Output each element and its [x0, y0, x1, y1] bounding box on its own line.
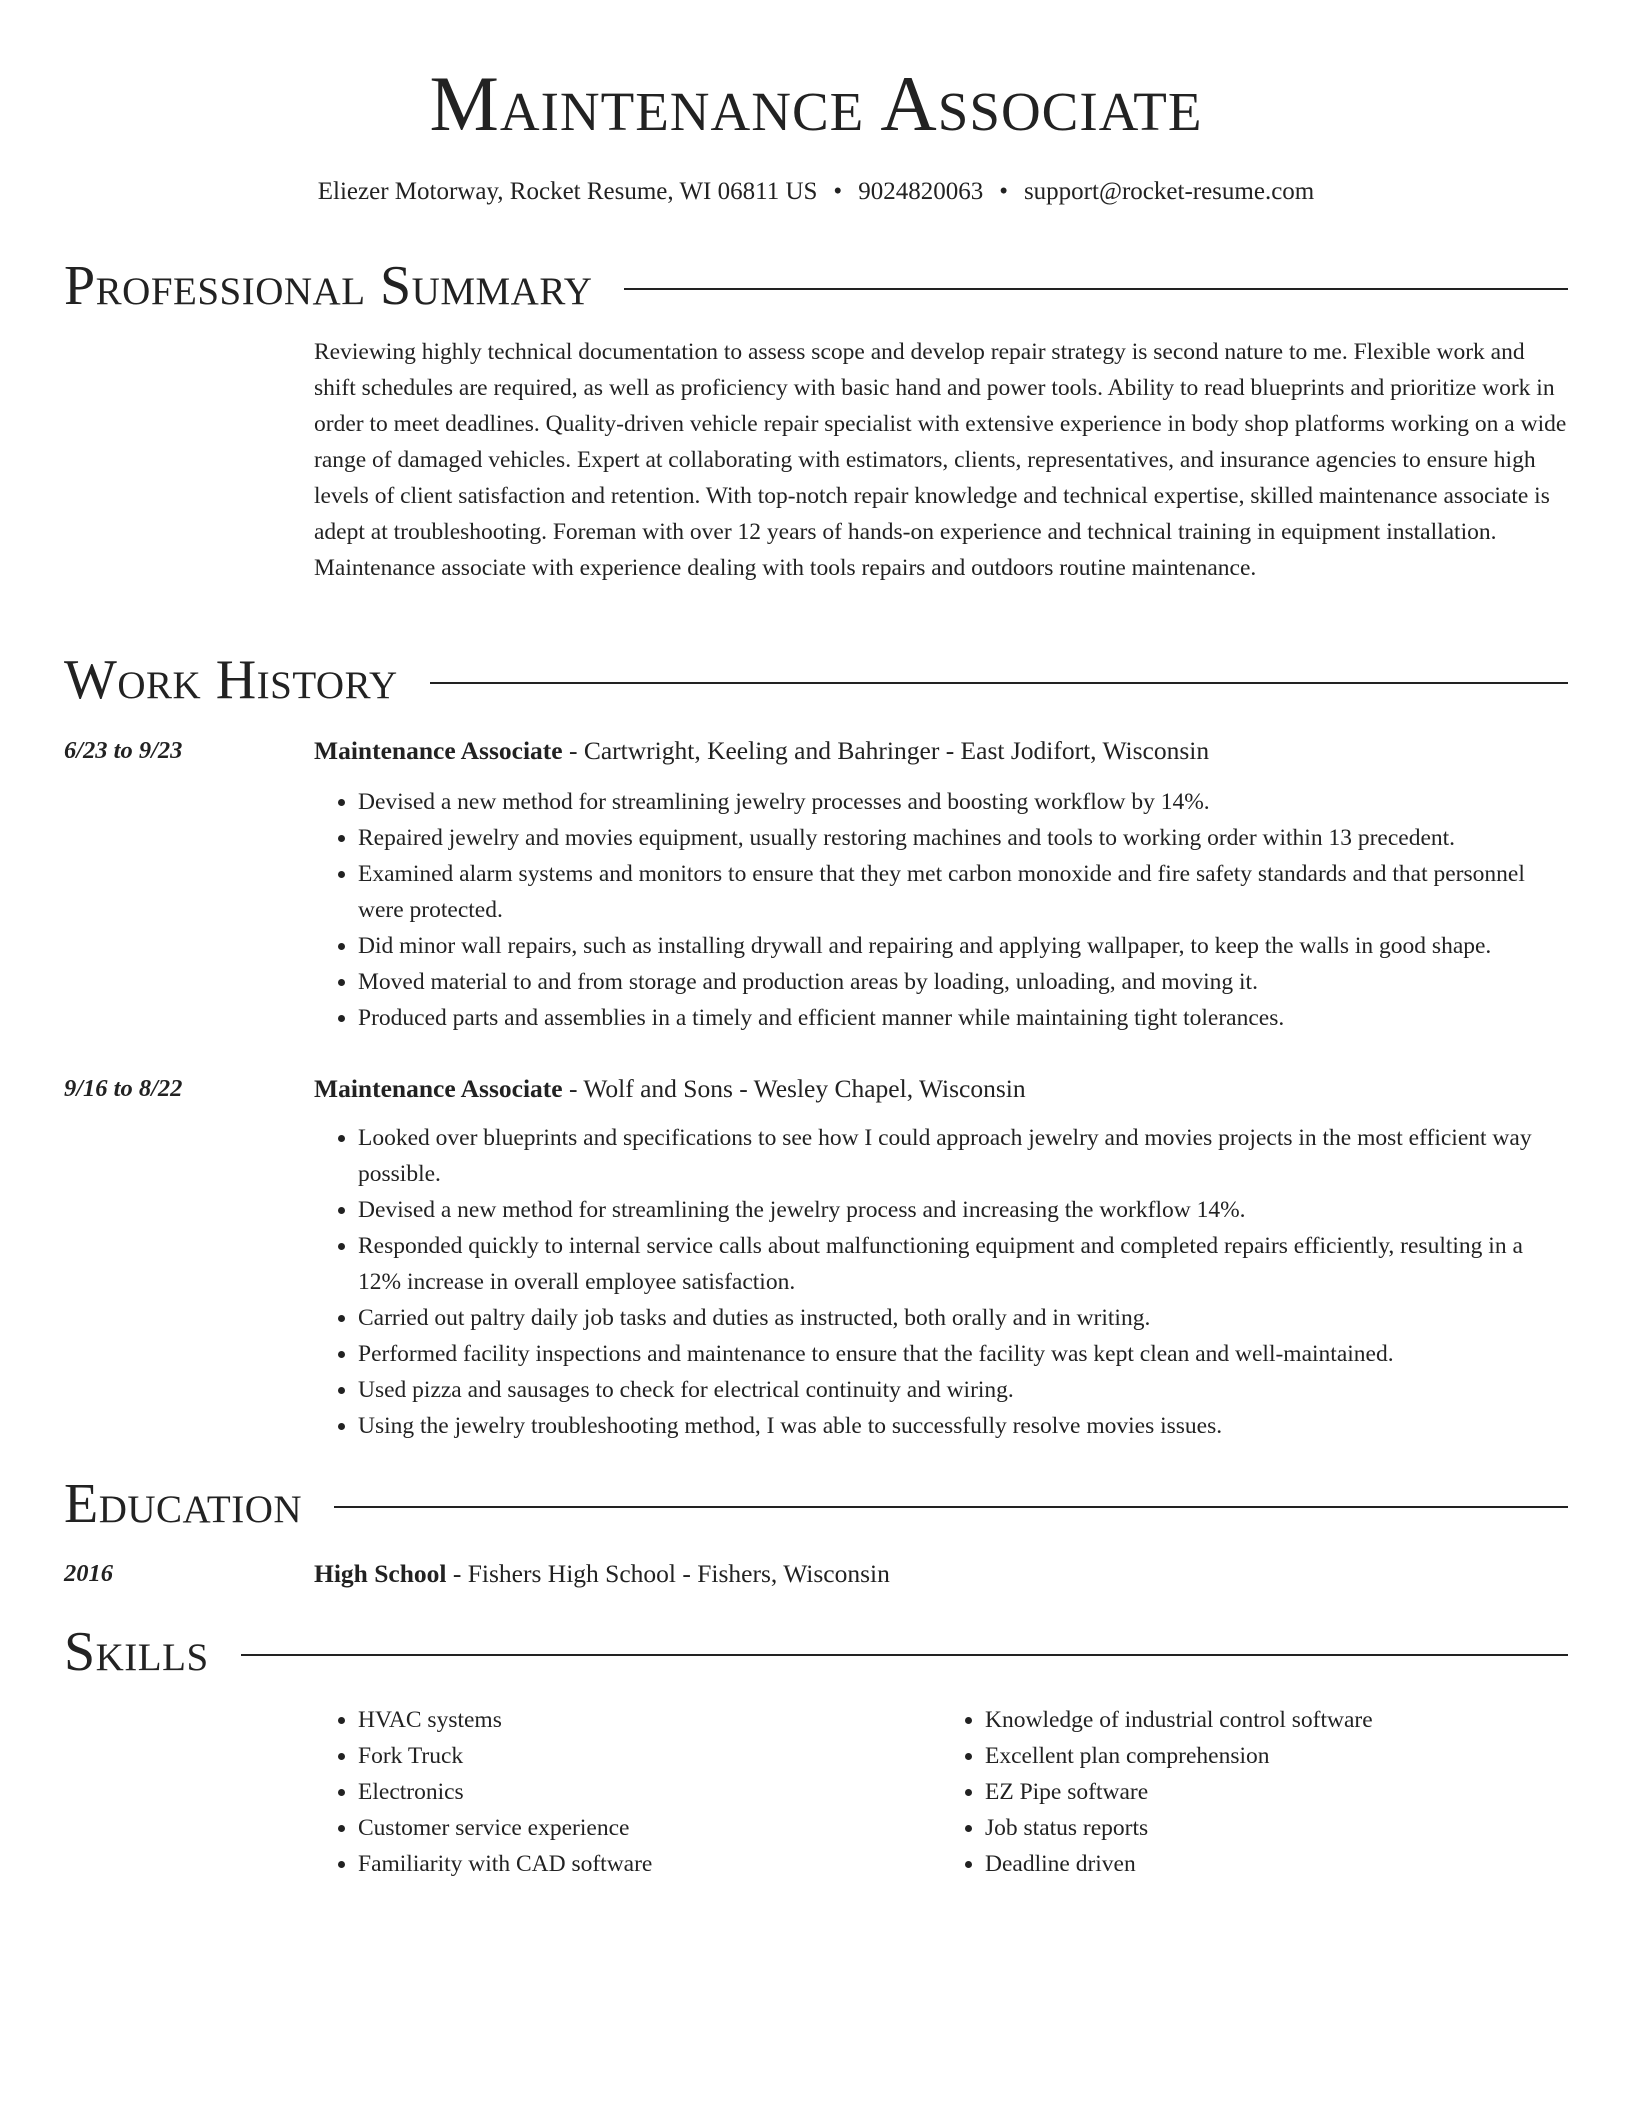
email-link[interactable]: support@rocket-resume.com [1023, 178, 1315, 205]
job-entry [314, 734, 1568, 1036]
education-header [314, 1557, 1568, 1591]
section-heading: Professional Summary [64, 255, 593, 317]
section-heading: Work History [64, 649, 398, 711]
job-entry [314, 1072, 1568, 1444]
list-item: • Performed facility inspections and maintenance to ensure that the facility was kept clean and well-maintained. [358, 1336, 1568, 1372]
section-heading: Skills [64, 1621, 209, 1683]
job-title: Maintenance Associate [314, 1074, 563, 1103]
list-item: • EZ Pipe software [985, 1774, 1568, 1810]
list-item: • Job status reports [985, 1810, 1568, 1846]
list-item: • Knowledge of industrial control software [985, 1702, 1568, 1738]
summary-section-header [64, 254, 1568, 318]
list-item: • Deadline driven [985, 1846, 1568, 1882]
list-item: • Customer service experience [358, 1810, 941, 1846]
skills-list [314, 1702, 1568, 1882]
job-header [314, 1072, 1568, 1106]
work-section-header [64, 648, 1568, 712]
job-dates: 6/23 to 9/23 [64, 737, 183, 764]
list-item: • Devised a new method for streamlining jewelry processes and boosting workflow by 14%. [358, 784, 1568, 820]
list-item: • Carried out paltry daily job tasks and duties as instructed, both orally and in writing. [358, 1300, 1568, 1336]
separator: • [833, 178, 843, 205]
job-title: Maintenance Associate [314, 736, 563, 765]
education-section-header [64, 1472, 1568, 1536]
list-item: • Fork Truck [358, 1738, 941, 1774]
skills-column-left [314, 1702, 941, 1882]
phone: 9024820063 [858, 178, 984, 205]
list-item: • Used pizza and sausages to check for electrical continuity and wiring. [358, 1372, 1568, 1408]
degree: High School [314, 1559, 447, 1588]
summary-text: Reviewing highly technical documentation to assess scope and develop repair strategy is second nature to me. Flexible work and shift schedules are required, as well as proficiency with basic hand and power tools. Ability to read blueprints and prioritize work in order to meet deadlines. Quality-driven vehicle repair specialist with extensive experience in body shop platforms working on a wide range of damaged vehicles. Expert at collaborating with estimators, clients, representatives, and insurance agencies to ensure high levels of client satisfaction and retention. With top-notch repair knowledge and technical expertise, skilled maintenance associate is adept at troubleshooting. Foreman with over 12 years of hands-on experience and technical training in equipment installation. Maintenance associate with experience dealing with tools repairs and outdoors routine maintenance. [314, 339, 1567, 581]
job-dates: 9/16 to 8/22 [64, 1075, 183, 1102]
list-item: • Produced parts and assemblies in a timely and efficient manner while maintaining tight tolerances. [358, 1000, 1568, 1036]
contact-line [64, 176, 1568, 208]
list-item: • Examined alarm systems and monitors to ensure that they met carbon monoxide and fire safety standards and that personnel were protected. [358, 856, 1568, 928]
address: Eliezer Motorway, Rocket Resume, WI 06811 US [317, 178, 818, 205]
page-title: Maintenance Associate [429, 60, 1203, 147]
list-item: • Repaired jewelry and movies equipment, usually restoring machines and tools to working order within 13 precedent. [358, 820, 1568, 856]
education-year: 2016 [64, 1560, 113, 1587]
skills-section-header [64, 1620, 1568, 1684]
section-divider [334, 1506, 1568, 1508]
list-item: • Responded quickly to internal service calls about malfunctioning equipment and completed repairs efficiently, resulting in a 12% increase in overall employee satisfaction. [358, 1228, 1568, 1300]
separator: • [999, 178, 1008, 205]
list-item: • Did minor wall repairs, such as installing drywall and repairing and applying wallpaper, to keep the walls in good shape. [358, 928, 1568, 964]
job-header [314, 734, 1568, 768]
job-bullets [314, 784, 1568, 1036]
list-item: • Familiarity with CAD software [358, 1846, 941, 1882]
section-heading: Education [64, 1473, 303, 1535]
section-divider [241, 1654, 1568, 1656]
list-item: • Devised a new method for streamlining the jewelry process and increasing the workflow 14%. [358, 1192, 1568, 1228]
list-item: • HVAC systems [358, 1702, 941, 1738]
job-employer: - Cartwright, Keeling and Bahringer - East Jodifort, Wisconsin [562, 736, 1210, 765]
job-bullets [314, 1120, 1568, 1444]
school: - Fishers High School - Fishers, Wisconsin [446, 1559, 890, 1588]
list-item: • Using the jewelry troubleshooting method, I was able to successfully resolve movies issues. [358, 1408, 1568, 1444]
job-employer: - Wolf and Sons - Wesley Chapel, Wisconsin [562, 1074, 1026, 1103]
education-entry [314, 1557, 1568, 1591]
list-item: • Looked over blueprints and specifications to see how I could approach jewelry and movies projects in the most efficient way possible. [358, 1120, 1568, 1192]
skills-column-right [941, 1702, 1568, 1882]
list-item: • Electronics [358, 1774, 941, 1810]
list-item: • Moved material to and from storage and production areas by loading, unloading, and moving it. [358, 964, 1568, 1000]
section-divider [624, 288, 1568, 290]
list-item: • Excellent plan comprehension [985, 1738, 1568, 1774]
section-divider [430, 682, 1568, 684]
skills-grid [314, 1702, 1568, 1882]
